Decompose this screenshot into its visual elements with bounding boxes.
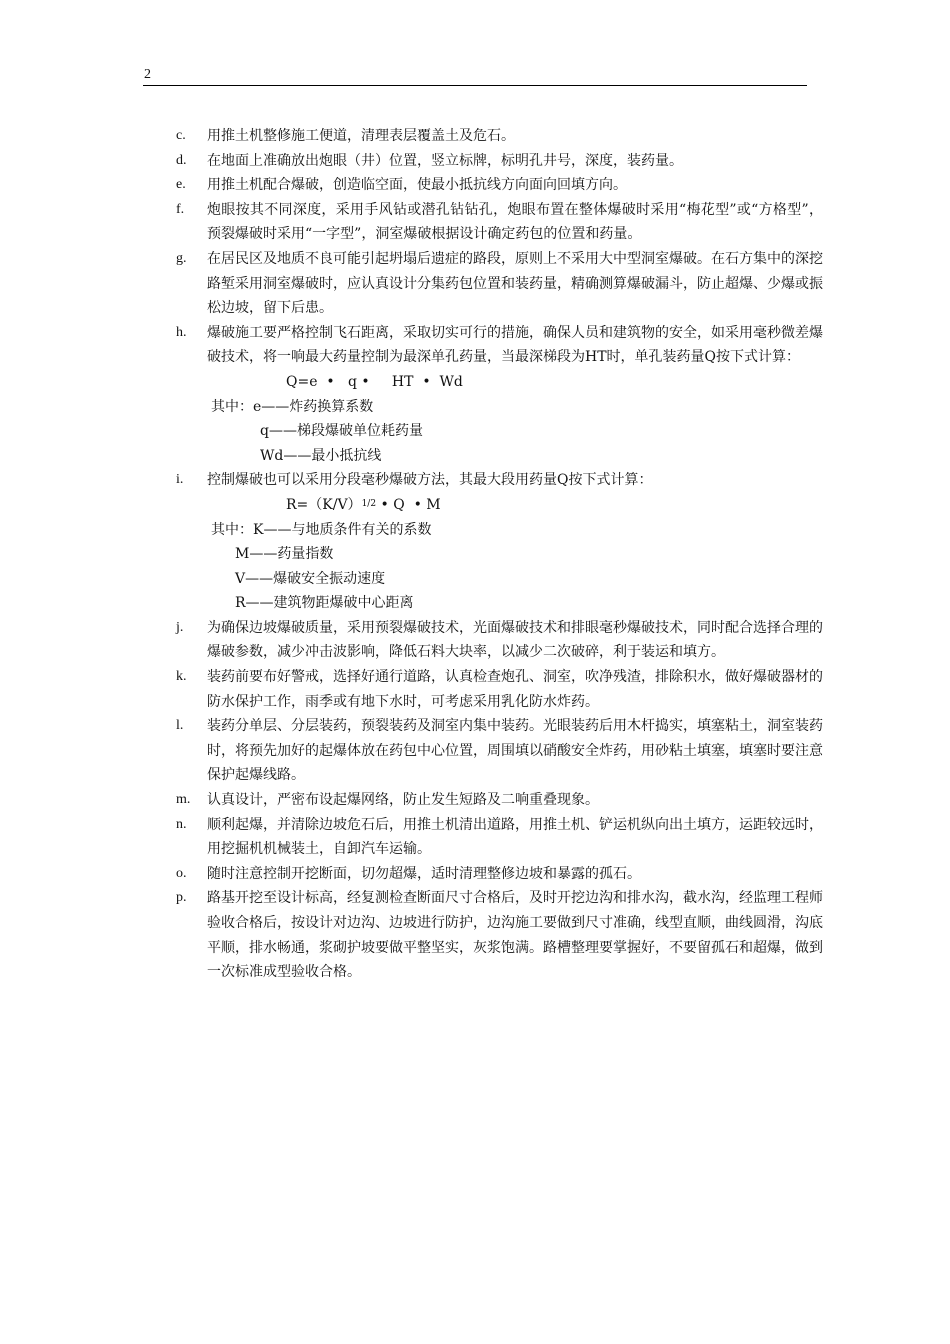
list-item-text: 路基开挖至设计标高，经复测检查断面尺寸合格后，及时开挖边沟和排水沟，截水沟，经监理工程师验收合格后，按设计对边沟、边坡进行防护，边沟施工要做到尺寸准确，线型直顺，曲线圆滑，沟底平顺，排水畅通，浆砌护坡要做平整坚实，灰浆饱满。路槽整理要掌握好，不要留孤石和超爆，做到一次标准成型验收合格。 bbox=[207, 890, 823, 981]
list-item bbox=[143, 321, 823, 370]
list-item-text: 爆破施工要严格控制飞石距离，采取切实可行的措施，确保人员和建筑物的安全，如采用毫秒微差爆破技术，将一响最大药量控制为最深单孔药量，当最深梯段为HT时，单孔装药量Q按下式计算： bbox=[207, 324, 823, 366]
list-marker: f. bbox=[176, 201, 185, 217]
formula-definition-row bbox=[143, 518, 823, 543]
list-item bbox=[143, 788, 823, 813]
list-marker: g. bbox=[176, 250, 187, 266]
where-label: 其中： bbox=[211, 398, 253, 415]
list-item bbox=[143, 714, 823, 788]
list-item-text: 在地面上准确放出炮眼（井）位置，竖立标牌，标明孔井号，深度，装药量。 bbox=[207, 152, 683, 169]
document-body bbox=[143, 124, 823, 985]
formula-exponent: 1/2 bbox=[361, 498, 377, 509]
list-item bbox=[143, 813, 823, 862]
formula-part: • Q • M bbox=[376, 496, 441, 513]
list-marker: j. bbox=[176, 619, 184, 635]
list-item-text: 为确保边坡爆破质量，采用预裂爆破技术，光面爆破技术和排眼毫秒爆破技术，同时配合选择合理的爆破参数，减少冲击波影响，降低石料大块率，以减少二次破碎，利于装运和填方。 bbox=[207, 619, 823, 661]
formula-definition-row bbox=[143, 395, 823, 420]
list-item bbox=[143, 173, 823, 198]
list-marker: m. bbox=[176, 792, 191, 808]
list-item bbox=[143, 665, 823, 714]
list-item bbox=[143, 149, 823, 174]
page-number: 2 bbox=[144, 67, 151, 82]
list-marker: d. bbox=[176, 152, 187, 168]
list-item bbox=[143, 616, 823, 665]
list-item-text: 认真设计，严密布设起爆网络，防止发生短路及二响重叠现象。 bbox=[207, 792, 599, 809]
list-item-text: 顺利起爆，并清除边坡危石后，用推土机清出道路，用推土机、铲运机纵向出土填方，运距较远时，用挖掘机机械装土，自卸汽车运输。 bbox=[207, 816, 823, 858]
formula-definition: q——梯段爆破单位耗药量 bbox=[260, 423, 423, 440]
list-marker: i. bbox=[176, 472, 184, 488]
formula-definition: V——爆破安全振动速度 bbox=[235, 570, 386, 587]
formula-charge-quantity: Q=e • q • HT • Wd bbox=[286, 373, 463, 390]
list-marker: l. bbox=[176, 718, 184, 734]
formula-distance bbox=[143, 493, 823, 518]
list-item-text: 用推土机整修施工便道，清理表层覆盖土及危石。 bbox=[207, 128, 515, 144]
formula-definition: K——与地质条件有关的系数 bbox=[253, 521, 432, 538]
formula-definition: e——炸药换算系数 bbox=[253, 398, 374, 415]
formula-definition: Wd——最小抵抗线 bbox=[260, 447, 382, 464]
list-item bbox=[143, 886, 823, 984]
list-item bbox=[143, 468, 823, 493]
where-label: 其中： bbox=[211, 521, 253, 538]
list-item bbox=[143, 198, 823, 247]
list-item bbox=[143, 124, 823, 149]
list-marker: e. bbox=[176, 177, 186, 193]
list-item-text: 用推土机配合爆破，创造临空面，使最小抵抗线方向面向回填方向。 bbox=[207, 177, 627, 194]
formula-part: R=（K/V） bbox=[286, 496, 362, 513]
formula-definition: R——建筑物距爆破中心距离 bbox=[235, 595, 414, 612]
list-marker: n. bbox=[176, 816, 187, 832]
list-marker: o. bbox=[176, 865, 187, 881]
list-marker: c. bbox=[176, 128, 186, 143]
list-item-text: 控制爆破也可以采用分段毫秒爆破方法，其最大段用药量Q按下式计算： bbox=[207, 472, 653, 489]
list-item-text: 炮眼按其不同深度，采用手风钻或潜孔钻钻孔，炮眼布置在整体爆破时采用“梅花型”或“方格型”，预裂爆破时采用“一字型”，洞室爆破根据设计确定药包的位置和药量。 bbox=[207, 201, 823, 243]
list-item-text: 装药分单层、分层装药，预裂装药及洞室内集中装药。光眼装药后用木杆捣实，填塞粘土，洞室装药时，将预先加好的起爆体放在药包中心位置，周围填以硝酸安全炸药，用砂粘土填塞，填塞时要注意保护起爆线路。 bbox=[207, 718, 823, 784]
list-item bbox=[143, 862, 823, 887]
formula-definition: M——药量指数 bbox=[235, 546, 334, 563]
list-item-text: 随时注意控制开挖断面，切勿超爆，适时清理整修边坡和暴露的孤石。 bbox=[207, 865, 641, 882]
header-rule bbox=[143, 85, 807, 86]
list-item-text: 装药前要布好警戒，选择好通行道路，认真检查炮孔、洞室，吹净残渣，排除积水，做好爆破器材的防水保护工作，雨季或有地下水时，可考虑采用乳化防水炸药。 bbox=[207, 669, 823, 710]
list-item bbox=[143, 247, 823, 321]
list-marker: h. bbox=[176, 324, 187, 340]
list-marker: k. bbox=[176, 669, 187, 685]
list-item-text: 在居民区及地质不良可能引起坍塌后遗症的路段，原则上不采用大中型洞室爆破。在石方集中的深挖路堑采用洞室爆破时，应认真设计分集药包位置和装药量，精确测算爆破漏斗，防止超爆、少爆或振松边坡，留下后患。 bbox=[207, 250, 823, 317]
list-marker: p. bbox=[176, 890, 187, 906]
